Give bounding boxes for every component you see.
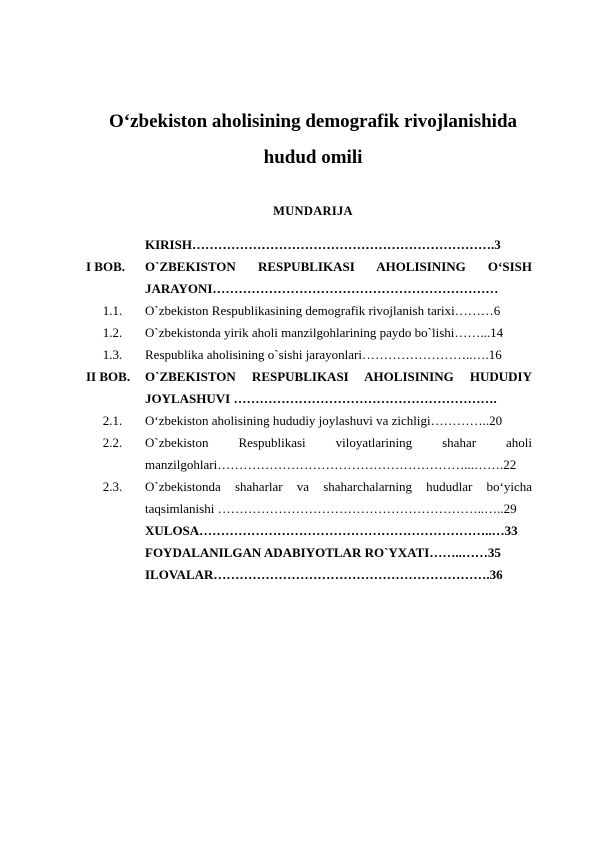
toc-entry-number <box>80 234 145 256</box>
toc-entry-text: XULOSA…………………………………………………………..…33 <box>145 523 518 538</box>
toc-entry-text: O‘zbekiston aholisining hududiy joylashuvi va zichligi…………..20 <box>145 413 503 428</box>
toc-entry-number <box>80 278 145 300</box>
toc-entry-2-2 <box>80 432 532 454</box>
toc-entry-2-3 <box>80 476 532 498</box>
toc-entry-number: II BOB. <box>86 369 131 384</box>
toc-entry-kirish <box>80 234 532 256</box>
toc-entry-1-1 <box>80 300 532 322</box>
toc-entry-text: taqsimlanishi ……………………………………………………..…..29 <box>145 501 517 516</box>
document-title <box>90 104 536 176</box>
toc-entry-text: O`ZBEKISTON RESPUBLIKASI AHOLISINING O‘SISH <box>145 259 532 274</box>
toc-entry-text: manzilgohlari…………………………………………………...…….22 <box>145 457 517 472</box>
toc-entry-chapter-2 <box>80 366 532 388</box>
toc-entry-2-3-cont <box>80 498 532 520</box>
toc-entry-number <box>80 454 145 476</box>
toc-entry-number <box>80 498 145 520</box>
toc-entry-number <box>80 564 145 586</box>
toc-entry-2-2-cont <box>80 454 532 476</box>
toc-heading: MUNDARIJA <box>273 204 353 218</box>
toc-entry-chapter-1 <box>80 256 532 278</box>
toc-entry-text: O`zbekiston Respublikasi viloyatlarining shahar aholi <box>145 435 532 450</box>
table-of-contents <box>80 234 532 586</box>
toc-entry-number: 1.2. <box>102 325 123 340</box>
document-title-line-2: hudud omili <box>263 147 363 168</box>
toc-entry-references <box>80 542 532 564</box>
toc-entry-number <box>80 542 145 564</box>
toc-entry-number: 1.3. <box>102 347 123 362</box>
toc-entry-chapter-2-cont <box>80 388 532 410</box>
toc-entry-chapter-1-cont <box>80 278 532 300</box>
toc-entry-text: O`zbekistonda yirik aholi manzilgohlarining paydo bo`lishi……...14 <box>145 325 504 340</box>
toc-entry-2-1 <box>80 410 532 432</box>
toc-entry-text: FOYDALANILGAN ADABIYOTLAR RO`YXATI……..……35 <box>145 545 501 560</box>
toc-entry-text: JARAYONI………………………………………………………… <box>145 281 499 296</box>
toc-entry-number <box>80 388 145 410</box>
toc-entry-text: O`zbekistonda shaharlar va shaharchalarning hududlar bo‘yicha <box>145 479 532 494</box>
toc-entry-xulosa <box>80 520 532 542</box>
toc-entry-number: 2.2. <box>102 435 123 450</box>
toc-entry-number: 2.3. <box>102 479 123 494</box>
document-title-line-1: O‘zbekiston aholisining demografik rivojlanishida <box>108 111 518 132</box>
toc-entry-text: JOYLASHUVI ……………………………………………………. <box>145 391 497 406</box>
toc-entry-number: 1.1. <box>102 303 123 318</box>
toc-entry-text: Respublika aholisining o`sishi jarayonlari……………………..….16 <box>145 347 502 362</box>
toc-entry-number <box>80 520 145 542</box>
toc-entry-appendices <box>80 564 532 586</box>
toc-entry-number: 2.1. <box>102 413 123 428</box>
toc-entry-1-2 <box>80 322 532 344</box>
toc-entry-text: ILOVALAR……………………………………………………….36 <box>145 567 503 582</box>
toc-entry-text: O`zbekiston Respublikasining demografik rivojlanish tarixi………6 <box>145 303 501 318</box>
toc-entry-text: KIRISH…………………………………………………………….3 <box>145 237 501 252</box>
toc-entry-text: O`ZBEKISTON RESPUBLIKASI AHOLISINING HUDUDIY <box>145 369 532 384</box>
toc-entry-1-3 <box>80 344 532 366</box>
toc-entry-number: I BOB. <box>86 259 126 274</box>
